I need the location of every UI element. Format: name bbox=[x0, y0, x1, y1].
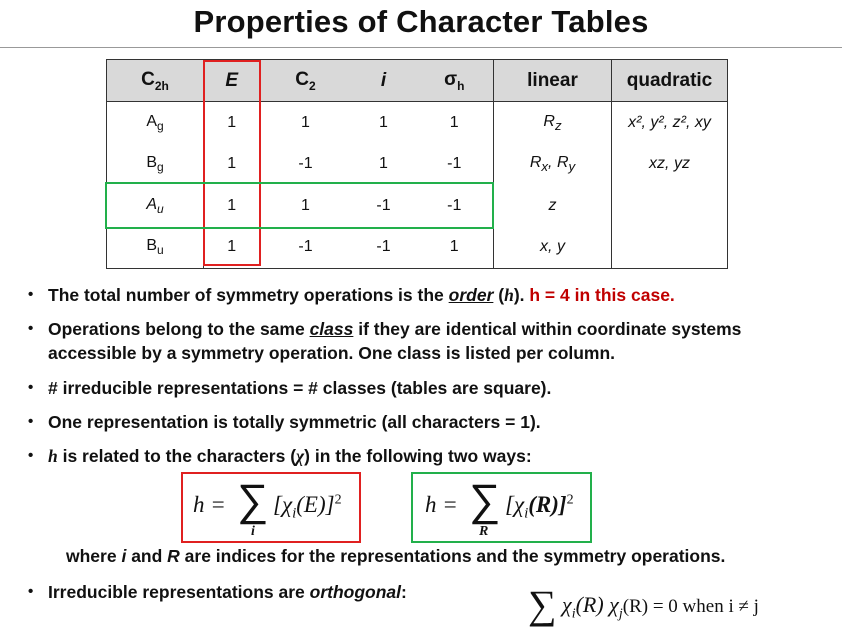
table-header-row bbox=[107, 60, 728, 102]
quadratic-cell: x², y², z², xy bbox=[612, 102, 728, 144]
linear-cell: $R_z$ bbox=[494, 102, 612, 144]
character-cell: -1 bbox=[352, 227, 416, 269]
bullet-dot: • bbox=[28, 447, 34, 464]
title-divider bbox=[0, 47, 842, 48]
irrep-label: $A_g$ bbox=[107, 102, 204, 144]
op-header-sigma-h: $\sigma_h$ bbox=[416, 60, 494, 102]
op-header-e: E bbox=[204, 60, 260, 102]
page-title: Properties of Character Tables bbox=[193, 4, 649, 39]
table-row bbox=[107, 144, 728, 186]
sum-symbol: ∑ bbox=[237, 476, 269, 525]
bullet-dot: • bbox=[28, 379, 34, 396]
character-cell: 1 bbox=[416, 227, 494, 269]
op-header-c2: $C_2$ bbox=[260, 60, 352, 102]
sum-symbol: ∑ bbox=[528, 582, 557, 627]
linear-cell: x, y bbox=[494, 227, 612, 269]
character-cell: -1 bbox=[260, 227, 352, 269]
sum-symbol: ∑ bbox=[469, 476, 501, 525]
irrep-label: $A_u$ bbox=[107, 185, 204, 227]
au-row-highlight bbox=[105, 182, 494, 229]
order-value-note: h = 4 in this case. bbox=[529, 285, 675, 305]
orthogonality-formula: ∑ $\chi_i(R) \chi_j(R) = 0$ when i ≠ j bbox=[528, 582, 759, 627]
linear-cell: z bbox=[494, 185, 612, 227]
op-header-i: i bbox=[352, 60, 416, 102]
bullet-dot: • bbox=[28, 413, 34, 430]
character-cell: 1 bbox=[204, 227, 260, 269]
irrep-label: $B_u$ bbox=[107, 227, 204, 269]
character-cell: 1 bbox=[227, 196, 237, 214]
quadratic-cell: xz, yz bbox=[612, 144, 728, 186]
character-cell: 1 bbox=[227, 113, 237, 131]
point-group-header: $C_{2h}$ bbox=[107, 60, 204, 102]
character-cell: 1 bbox=[227, 155, 237, 173]
character-table bbox=[106, 59, 728, 269]
index-explanation: where i and R are indices for the representations and the symmetry operations. bbox=[66, 546, 726, 566]
bullet-dot: • bbox=[28, 583, 34, 600]
irrep-label: $B_g$ bbox=[107, 144, 204, 186]
linear-header: linear bbox=[494, 60, 612, 102]
character-cell: 1 bbox=[379, 155, 388, 173]
character-cell: 1 bbox=[416, 102, 494, 144]
quadratic-cell bbox=[612, 227, 728, 269]
character-cell: -1 bbox=[298, 155, 313, 173]
table-row bbox=[107, 102, 728, 144]
order-formula-identity: h = ∑ i $[\chi_i(E)]^2$ bbox=[181, 472, 361, 543]
character-cell: -1 bbox=[376, 196, 391, 214]
identity-column-highlight bbox=[203, 60, 261, 266]
character-cell: 1 bbox=[379, 113, 388, 131]
character-cell: 1 bbox=[301, 113, 310, 131]
quadratic-header: quadratic bbox=[612, 60, 728, 102]
character-cell: 1 bbox=[301, 196, 310, 214]
table-row bbox=[107, 227, 728, 269]
bullet-dot: • bbox=[28, 286, 34, 303]
linear-cell: $R_x$, $R_y$ bbox=[494, 144, 612, 186]
quadratic-cell bbox=[612, 185, 728, 227]
bullet-dot: • bbox=[28, 320, 34, 337]
character-cell: -1 bbox=[416, 185, 494, 227]
character-cell: -1 bbox=[416, 144, 494, 186]
order-formula-all-operations: h = ∑ R $[\chi_i(R)]^2$ bbox=[411, 472, 592, 543]
